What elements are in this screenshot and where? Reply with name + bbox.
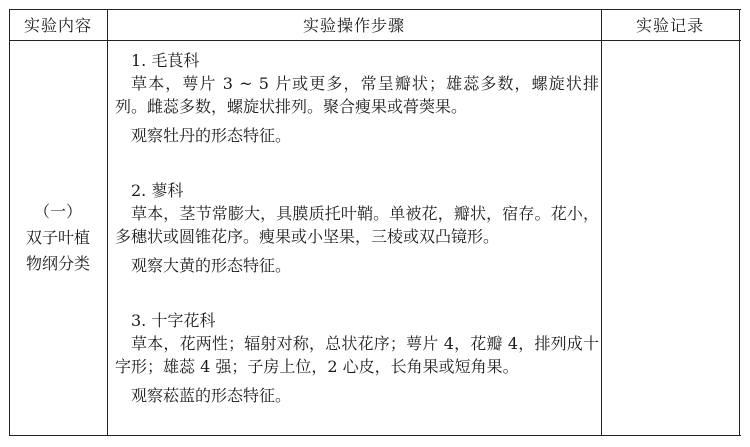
table-right-border [739, 9, 740, 436]
header-experiment-record [601, 9, 739, 40]
table-bottom-border [9, 435, 741, 436]
section-description: 草本，萼片 3 ~ 5 片或更多，常呈瓣状；雄蕊多数，螺旋状排列。雌蕊多数，螺旋状排列。聚合瘦果或蓇葖果。 [115, 74, 599, 116]
section-title: 3. 十字花科 [131, 311, 216, 330]
header-experiment-record-label: 实验记录 [635, 16, 704, 35]
header-experiment-steps [107, 9, 601, 40]
section-description: 草本，花两性；辐射对称，总状花序；萼片 4，花瓣 4，排列成十字形；雄蕊 4 强；子房上位，2 心皮，长角果或短角果。 [115, 334, 599, 376]
header-experiment-content [9, 9, 107, 40]
section-polygonaceae [115, 179, 599, 277]
record-cell[interactable] [603, 42, 737, 433]
steps-cell [115, 49, 599, 407]
row-label-cell [9, 40, 107, 436]
section-title: 1. 毛茛科 [131, 51, 200, 70]
header-experiment-steps-label: 实验操作步骤 [302, 16, 405, 35]
section-observe: 观察牡丹的形态特征。 [131, 126, 292, 145]
section-description: 草本，茎节常膨大，具膜质托叶鞘。单被花，瓣状，宿存。花小，多穗状或圆锥花序。瘦果或小坚果，三棱或双凸镜形。 [115, 204, 599, 246]
experiment-table [9, 9, 741, 436]
row-label-line-1: 双子叶植 [25, 228, 90, 247]
row-label-number: （一） [33, 202, 82, 221]
section-brassicaceae [115, 309, 599, 407]
column-divider-1 [107, 9, 108, 436]
header-divider [9, 40, 741, 41]
section-ranunculaceae [115, 49, 599, 147]
section-observe: 观察菘蓝的形态特征。 [131, 386, 292, 405]
section-title: 2. 蓼科 [131, 181, 184, 200]
row-label-line-2: 物纲分类 [25, 254, 90, 273]
header-experiment-content-label: 实验内容 [23, 16, 92, 35]
section-observe: 观察大黄的形态特征。 [131, 256, 292, 275]
column-divider-2 [601, 9, 602, 436]
